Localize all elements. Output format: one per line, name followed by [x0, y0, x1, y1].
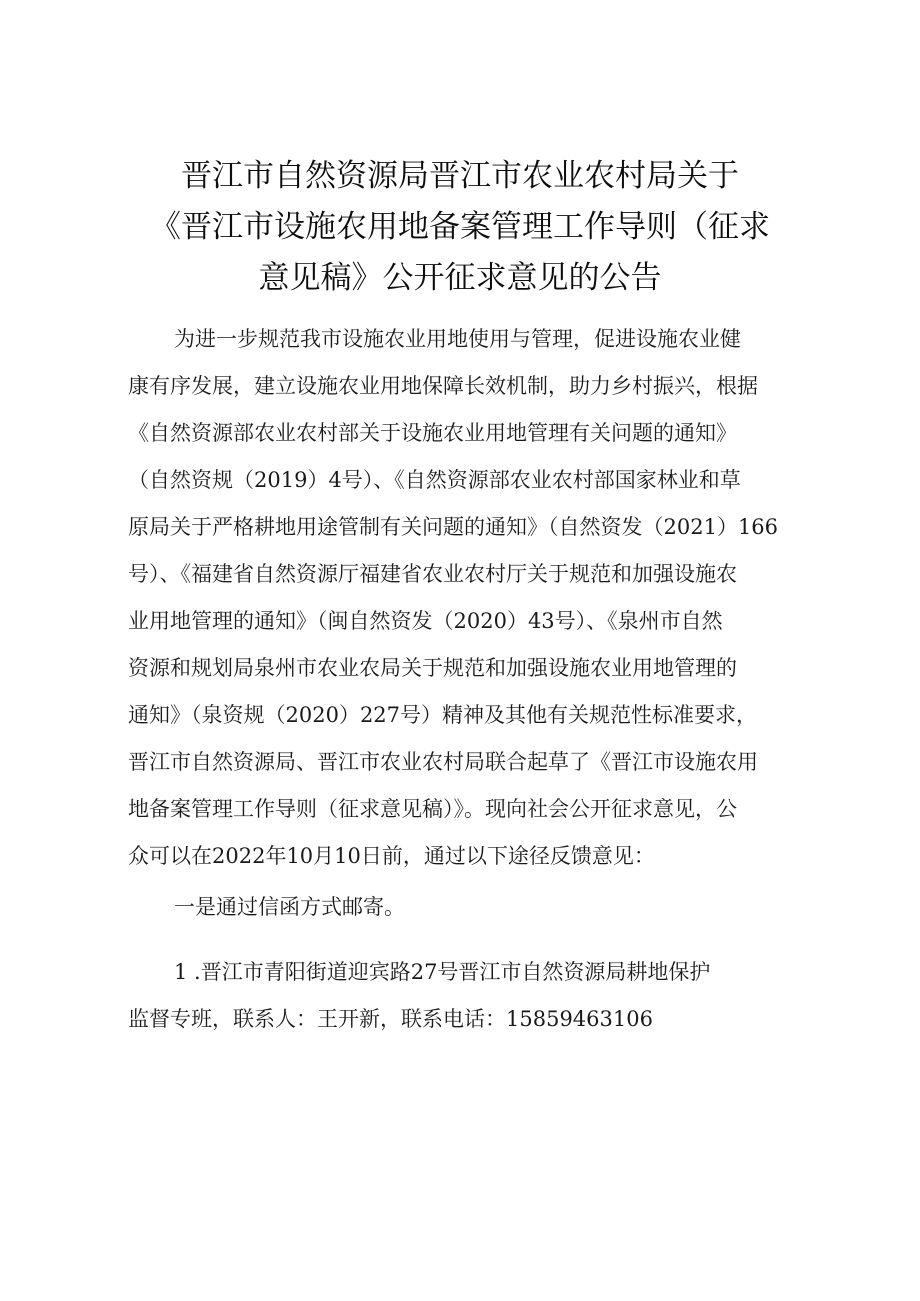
body-line: 监督专班，联系人：王开新，联系电话：15859463106	[128, 1007, 653, 1031]
body-line: 众可以在2022年10月10日前，通过以下途径反馈意见：	[128, 844, 655, 868]
paragraph-announcement	[128, 316, 808, 880]
paragraph-contact	[128, 949, 808, 1043]
body-line: 通知》（泉资规（2020）227号）精神及其他有关规范性标准要求，	[128, 703, 758, 727]
title-line-3: 意见稿》公开征求意见的公告	[258, 260, 662, 296]
body-line: 为进一步规范我市设施农业用地使用与管理，促进设施农业健	[174, 327, 741, 351]
document-title	[0, 151, 920, 304]
body-line: 1 .晋江市青阳街道迎宾路27号晋江市自然资源局耕地保护	[174, 960, 711, 984]
body-line: （自然资规（2019）4号）、《自然资源部农业农村部国家林业和草	[128, 468, 741, 492]
body-line: 地备案管理工作导则（征求意见稿）》。现向社会公开征求意见，公	[128, 797, 737, 821]
body-line: 号）、《福建省自然资源厅福建省农业农村厅关于规范和加强设施农	[128, 562, 737, 586]
body-line: 晋江市自然资源局、晋江市农业农村局联合起草了《晋江市设施农用	[128, 750, 758, 774]
document-body	[128, 316, 808, 1043]
body-line: 康有序发展，建立设施农业用地保障长效机制，助力乡村振兴，根据	[128, 374, 758, 398]
body-line: 业用地管理的通知》（闽自然资发（2020）43号）、《泉州市自然	[128, 609, 723, 633]
body-line: 原局关于严格耕地用途管制有关问题的通知》（自然资发（2021）166	[128, 515, 779, 539]
body-line: 一是通过信函方式邮寄。	[174, 895, 405, 919]
title-line-1: 晋江市自然资源局晋江市农业农村局关于	[181, 158, 739, 194]
title-line-2: 《晋江市设施农用地备案管理工作导则（征求	[150, 209, 770, 245]
body-line: 《自然资源部农业农村部关于设施农业用地管理有关问题的通知》	[128, 421, 737, 445]
paragraph-method-mail	[128, 884, 808, 931]
body-line: 资源和规划局泉州市农业农局关于规范和加强设施农业用地管理的	[128, 656, 737, 680]
